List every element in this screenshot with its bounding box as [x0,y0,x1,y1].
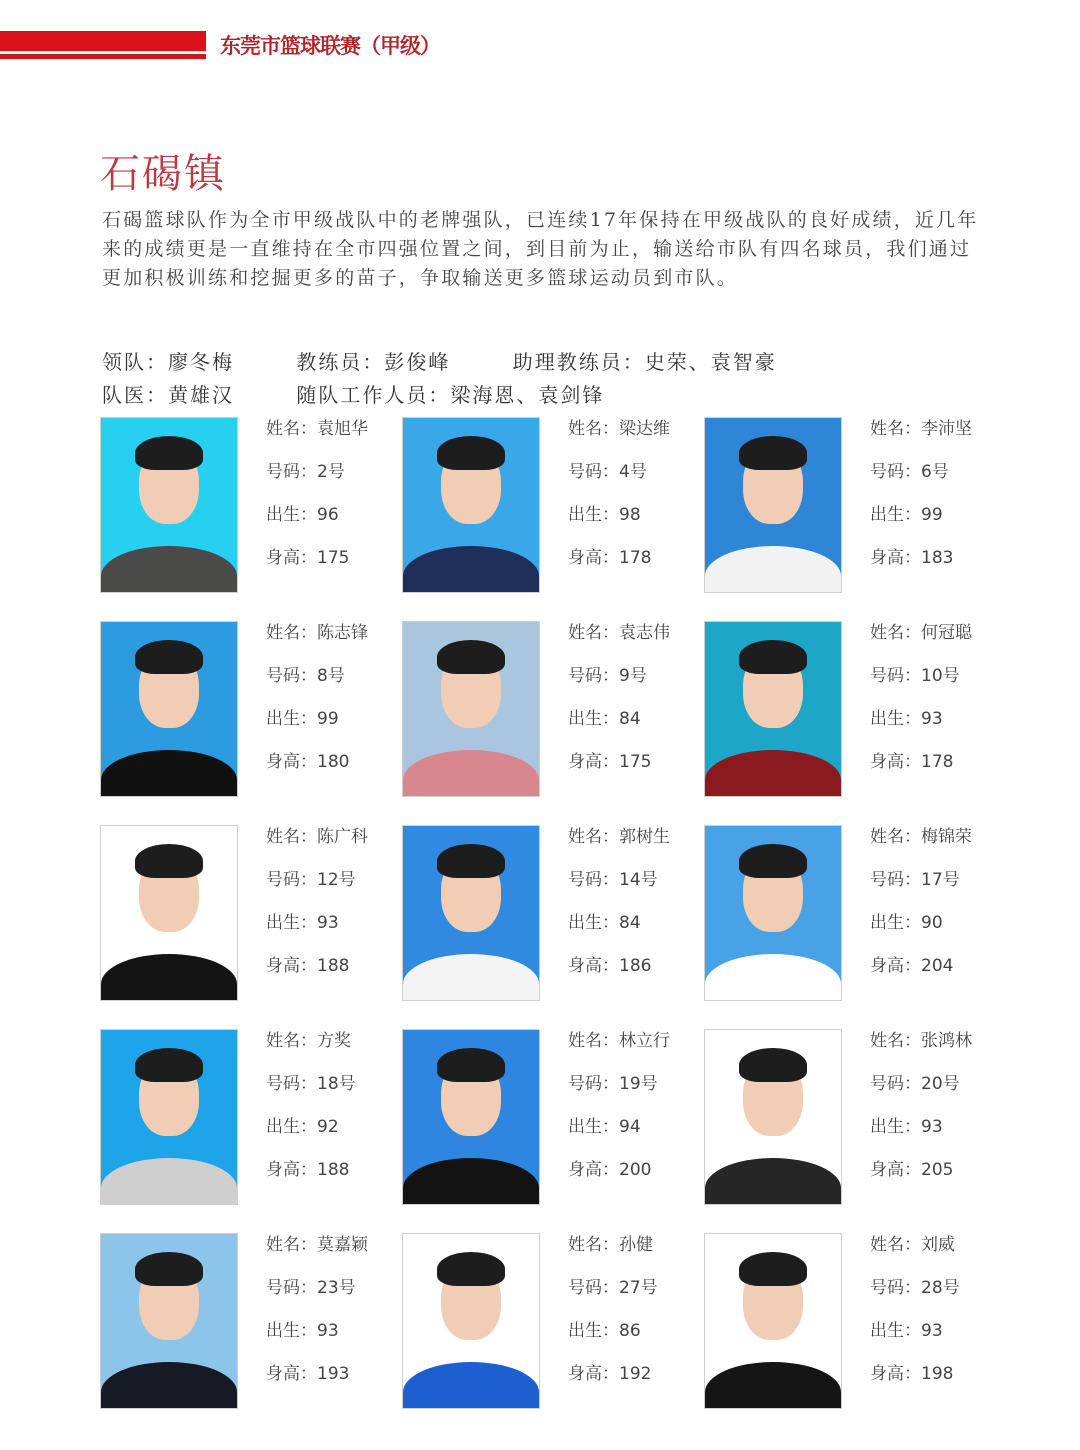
player-height: 身高：175 [568,752,652,772]
shirt-shape [101,546,237,593]
player-height: 身高：188 [266,1160,350,1180]
player-card [402,417,702,597]
player-photo [402,417,540,593]
player-born: 出生：84 [568,709,641,729]
player-number: 号码：2号 [266,462,345,482]
hair-shape [437,436,505,470]
player-number: 号码：23号 [266,1278,356,1298]
player-photo [402,1029,540,1205]
player-height: 身高：183 [870,548,954,568]
shirt-shape [403,954,539,1001]
staff-row-1 [102,346,777,375]
shirt-shape [705,750,841,797]
shirt-shape [705,1158,841,1205]
player-photo [100,825,238,1001]
player-name: 姓名：何冠聪 [870,623,972,643]
player-info [568,417,670,589]
player-photo [100,1029,238,1205]
player-info [870,1233,960,1405]
player-number: 号码：10号 [870,666,960,686]
player-card [704,417,1004,597]
player-photo [100,1233,238,1409]
staff-row-2 [102,379,604,408]
player-born: 出生：90 [870,913,943,933]
shirt-shape [403,750,539,797]
player-number: 号码：19号 [568,1074,658,1094]
player-card [100,1029,400,1209]
shirt-shape [705,546,841,593]
player-height: 身高：180 [266,752,350,772]
league-title: 东莞市篮球联赛（甲级） [220,34,440,58]
player-info [266,1233,368,1405]
player-photo [704,417,842,593]
player-info [870,825,972,997]
player-name: 姓名：刘威 [870,1235,955,1255]
hair-shape [437,640,505,674]
shirt-shape [101,750,237,797]
hair-shape [739,1048,807,1082]
player-card [704,1029,1004,1209]
player-photo [704,1029,842,1205]
player-number: 号码：9号 [568,666,647,686]
player-number: 号码：4号 [568,462,647,482]
player-height: 身高：188 [266,956,350,976]
player-info [568,1029,670,1201]
hair-shape [135,844,203,878]
player-born: 出生：99 [870,505,943,525]
hair-shape [135,1252,203,1286]
shirt-shape [101,954,237,1001]
player-name: 姓名：梅锦荣 [870,827,972,847]
hair-shape [135,436,203,470]
hair-shape [135,1048,203,1082]
player-name: 姓名：梁达维 [568,419,670,439]
player-number: 号码：17号 [870,870,960,890]
player-born: 出生：84 [568,913,641,933]
player-name: 姓名：林立行 [568,1031,670,1051]
player-card [100,621,400,801]
player-name: 姓名：李沛坚 [870,419,972,439]
player-name: 姓名：袁旭华 [266,419,368,439]
player-photo [704,1233,842,1409]
player-photo [100,621,238,797]
player-born: 出生：99 [266,709,339,729]
assistant-coach: 助理教练员：史荣、袁智豪 [512,350,777,374]
team-intro: 石碣篮球队作为全市甲级战队中的老牌强队，已连续17年保持在甲级战队的良好成绩，近几年来的成绩更是一直维持在全市四强位置之间，到目前为止，输送给市队有四名球员，我们通过更加积极训练和挖掘更多的苗子，争取输送更多篮球运动员到市队。 [102,209,979,289]
player-height: 身高：205 [870,1160,954,1180]
hair-shape [739,1252,807,1286]
player-height: 身高：198 [870,1364,954,1384]
player-card [402,825,702,1005]
hair-shape [739,640,807,674]
player-card [100,825,400,1005]
player-info [870,1029,972,1201]
player-photo [704,825,842,1001]
player-name: 姓名：陈志锋 [266,623,368,643]
player-card [704,621,1004,801]
player-card [402,1029,702,1209]
shirt-shape [101,1158,237,1205]
player-height: 身高：192 [568,1364,652,1384]
player-info [266,621,368,793]
player-born: 出生：86 [568,1321,641,1341]
head-coach: 教练员：彭俊峰 [296,350,451,374]
player-card [704,825,1004,1005]
player-info [568,825,670,997]
hair-shape [135,640,203,674]
hair-shape [739,844,807,878]
player-born: 出生：93 [870,709,943,729]
player-card [402,1233,702,1413]
player-born: 出生：93 [870,1321,943,1341]
player-height: 身高：178 [870,752,954,772]
player-name: 姓名：袁志伟 [568,623,670,643]
player-born: 出生：93 [266,913,339,933]
player-height: 身高：200 [568,1160,652,1180]
shirt-shape [403,546,539,593]
hair-shape [437,1048,505,1082]
player-number: 号码：18号 [266,1074,356,1094]
player-card [402,621,702,801]
shirt-shape [705,954,841,1001]
team-crew: 随队工作人员：梁海恩、袁剑锋 [296,383,605,407]
player-number: 号码：28号 [870,1278,960,1298]
player-born: 出生：93 [266,1321,339,1341]
shirt-shape [705,1362,841,1409]
hair-shape [739,436,807,470]
player-name: 姓名：郭树生 [568,827,670,847]
shirt-shape [101,1362,237,1409]
player-card [100,417,400,597]
player-height: 身高：186 [568,956,652,976]
player-info [568,621,670,793]
player-info [870,621,972,793]
shirt-shape [403,1158,539,1205]
player-height: 身高：193 [266,1364,350,1384]
player-info [568,1233,658,1405]
player-born: 出生：96 [266,505,339,525]
player-number: 号码：8号 [266,666,345,686]
player-number: 号码：27号 [568,1278,658,1298]
player-photo [402,621,540,797]
team-title: 石碣镇 [100,151,226,197]
hair-shape [437,1252,505,1286]
player-info [266,1029,356,1201]
header-bar-thin [0,54,206,59]
header-bar-thick [0,31,206,51]
player-number: 号码：20号 [870,1074,960,1094]
team-doctor: 队医：黄雄汉 [102,383,234,407]
player-name: 姓名：方奖 [266,1031,351,1051]
shirt-shape [403,1362,539,1409]
player-born: 出生：93 [870,1117,943,1137]
player-info [266,825,368,997]
player-photo [402,825,540,1001]
player-born: 出生：98 [568,505,641,525]
player-name: 姓名：陈广科 [266,827,368,847]
player-number: 号码：14号 [568,870,658,890]
player-number: 号码：6号 [870,462,949,482]
team-leader: 领队：廖冬梅 [102,350,234,374]
player-name: 姓名：莫嘉颖 [266,1235,368,1255]
player-photo [402,1233,540,1409]
player-card [704,1233,1004,1413]
player-name: 姓名：张鸿林 [870,1031,972,1051]
player-photo [100,417,238,593]
player-info [870,417,972,589]
player-photo [704,621,842,797]
player-name: 姓名：孙健 [568,1235,653,1255]
player-height: 身高：175 [266,548,350,568]
player-card [100,1233,400,1413]
hair-shape [437,844,505,878]
player-height: 身高：178 [568,548,652,568]
player-info [266,417,368,589]
player-born: 出生：94 [568,1117,641,1137]
player-born: 出生：92 [266,1117,339,1137]
player-height: 身高：204 [870,956,954,976]
player-number: 号码：12号 [266,870,356,890]
